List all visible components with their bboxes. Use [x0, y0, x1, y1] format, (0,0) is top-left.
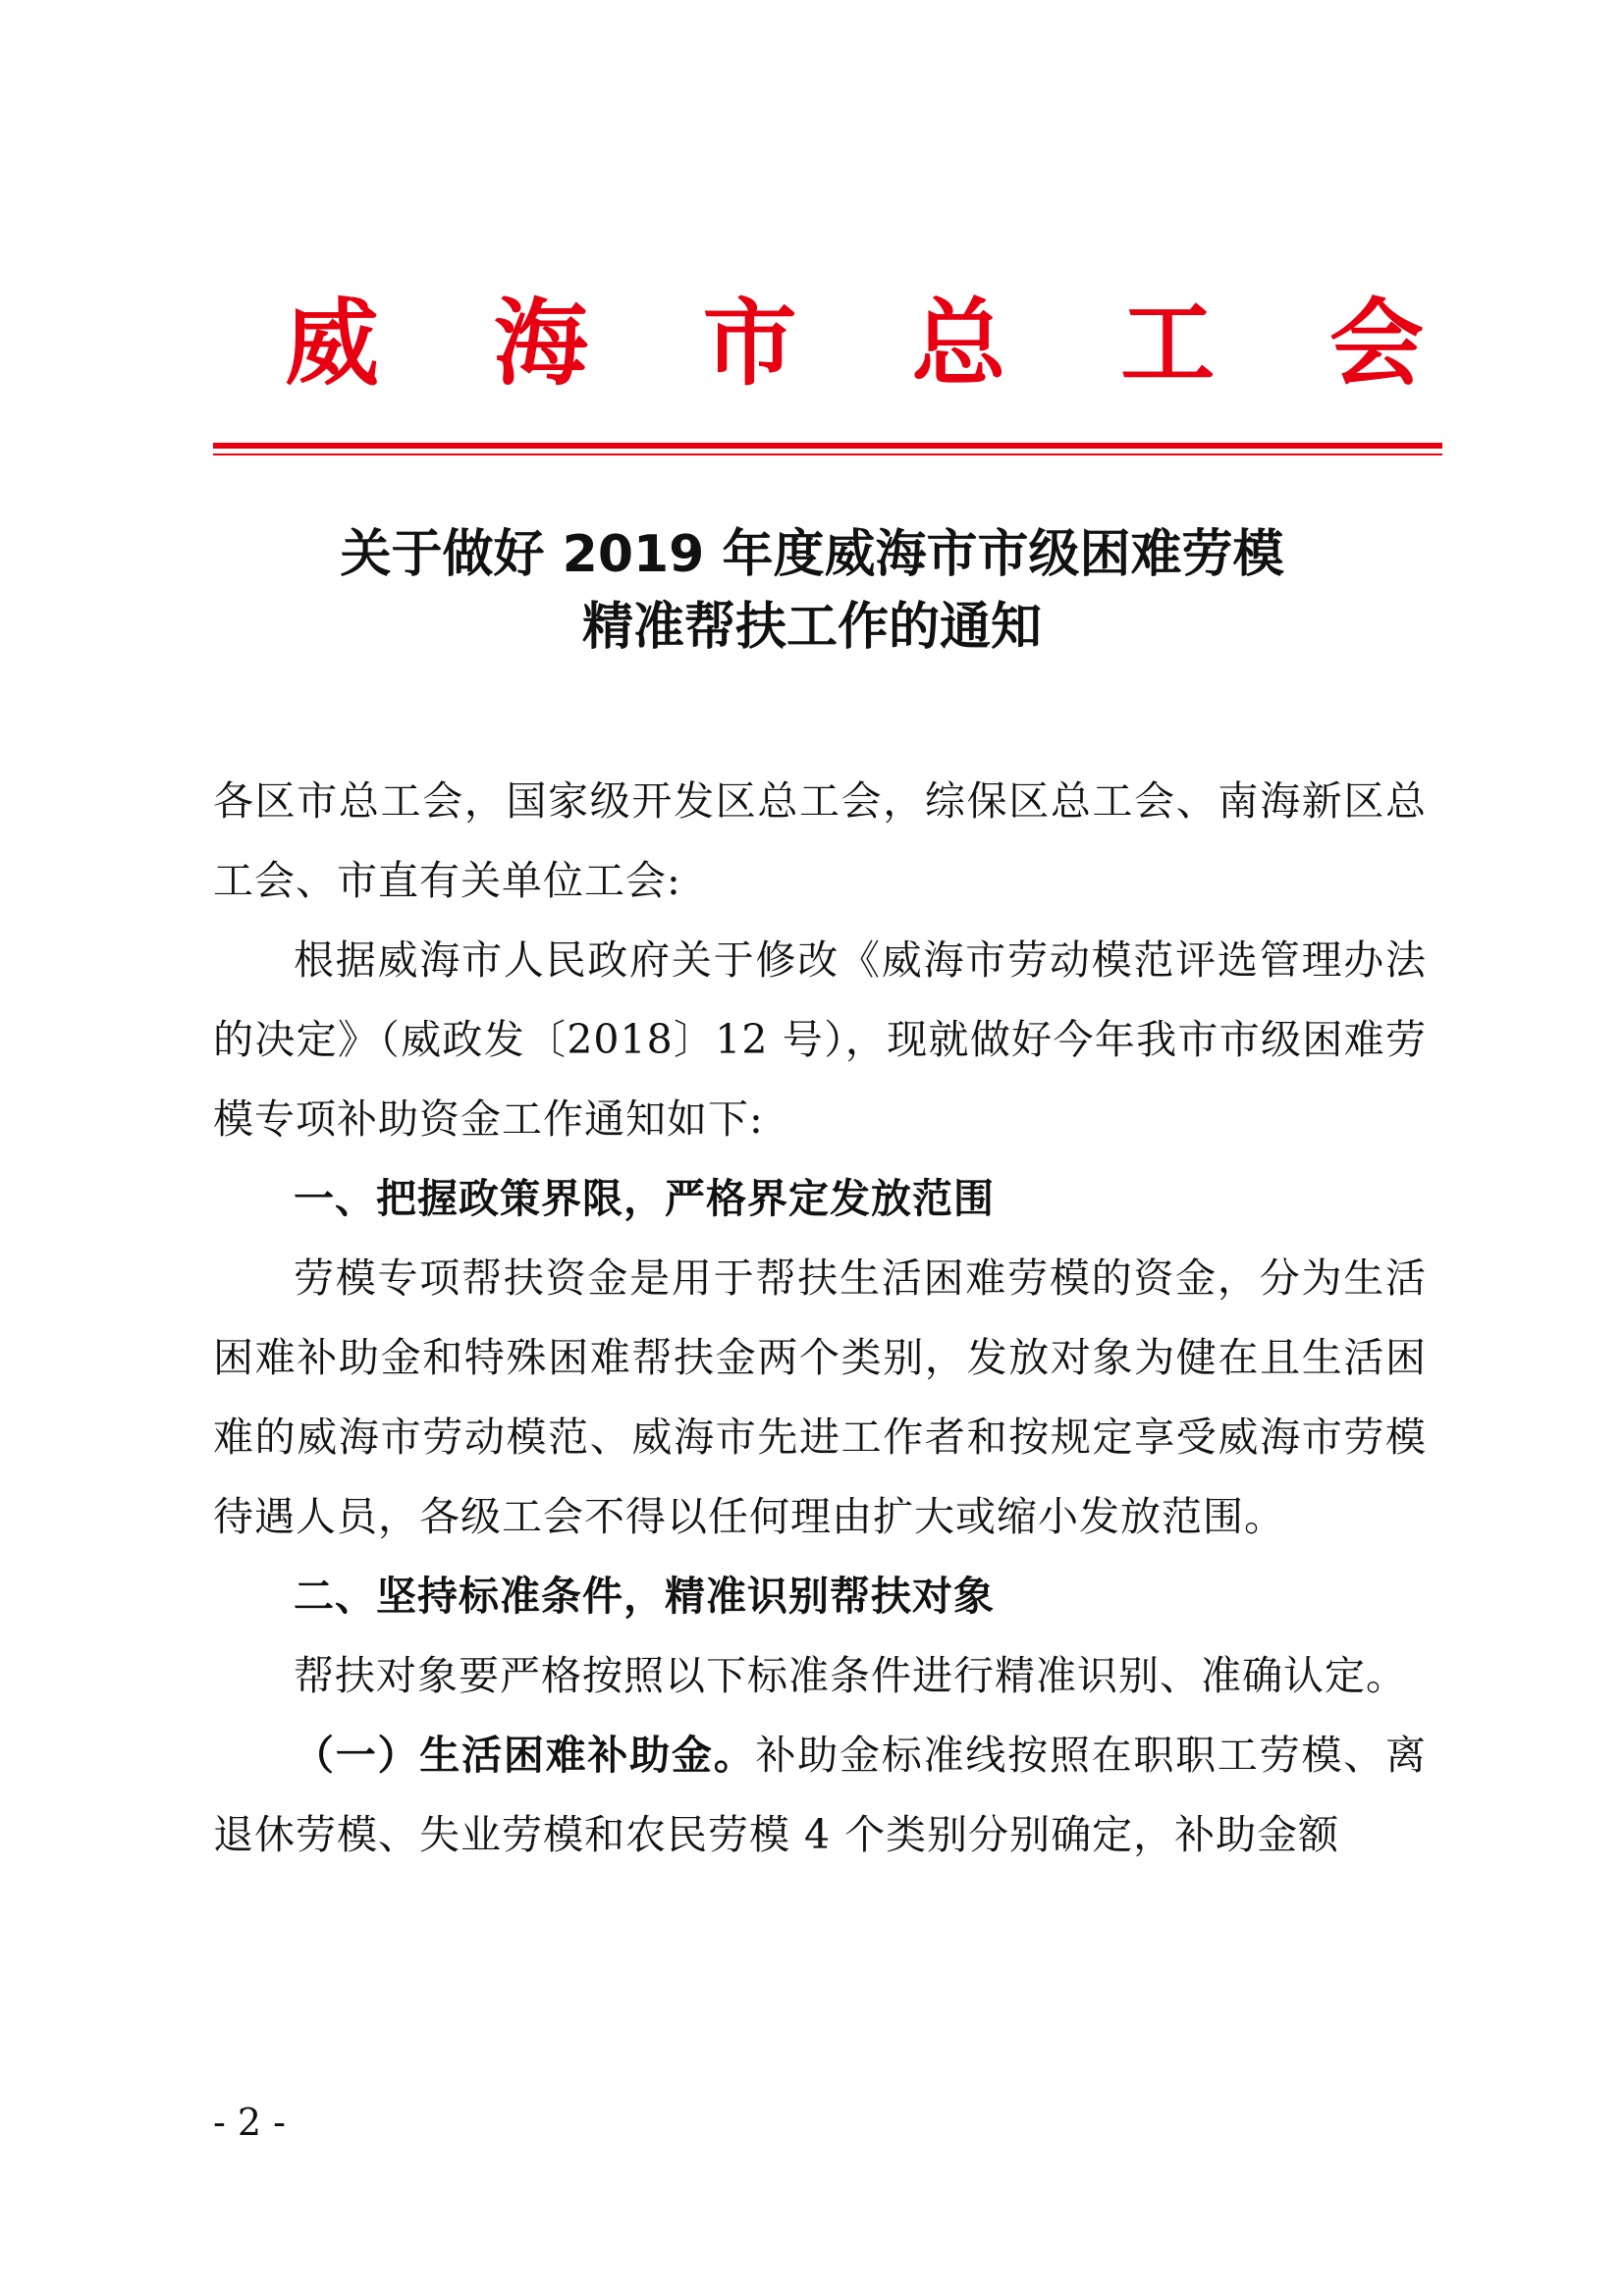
- section-heading-2: 二、坚持标准条件，精准识别帮扶对象: [294, 1573, 995, 1620]
- section-1-paragraph: 劳模专项帮扶资金是用于帮扶生活困难劳模的资金，分为生活困难补助金和特殊困难帮扶金两个类别，发放对象为健在且生活困难的威海市劳动模范、威海市先进工作者和按规定享受威海市劳模待遇人员，各级工会不得以任何理由扩大或缩小发放范围。: [213, 1255, 1427, 1540]
- salutation: 各区市总工会，国家级开发区总工会，综保区总工会、南海新区总工会、市直有关单位工会:: [213, 777, 1427, 904]
- masthead-char: 威: [285, 288, 379, 399]
- subsection-1-paragraph: [213, 1716, 1427, 1875]
- masthead-char: 工: [1120, 288, 1216, 399]
- document-title-line-1: 关于做好 2019 年度威海市市级困难劳模: [340, 525, 1284, 584]
- masthead-char: 海: [493, 288, 588, 399]
- intro-paragraph: 根据威海市人民政府关于修改《威海市劳动模范评选管理办法的决定》（威政发〔2018〕12 号），现就做好今年我市市级困难劳模专项补助资金工作通知如下:: [213, 936, 1427, 1143]
- masthead-char: 市: [702, 288, 797, 399]
- document-body: [213, 762, 1427, 1875]
- masthead-title: [285, 285, 1424, 402]
- masthead-divider-thin: [213, 454, 1442, 455]
- section-heading-1: 一、把握政策界限，严格界定发放范围: [294, 1175, 995, 1222]
- document-title: [213, 518, 1411, 664]
- section-2-paragraph: 帮扶对象要严格按照以下标准条件进行精准识别、准确认定。: [294, 1652, 1407, 1699]
- masthead-char: 会: [1328, 288, 1424, 399]
- masthead-divider-thick: [213, 443, 1442, 449]
- subsection-1-label: （一）生活困难补助金。: [294, 1732, 756, 1779]
- page-number: - 2 -: [213, 2101, 287, 2144]
- document-title-line-2: 精准帮扶工作的通知: [581, 598, 1042, 657]
- masthead-char: 总: [911, 288, 1006, 399]
- subsection-1-text: 补助金标准线按照在职职工劳模、离退休劳模、失业劳模和农民劳模 4 个类别分别确定，补助金额: [213, 1732, 1428, 1858]
